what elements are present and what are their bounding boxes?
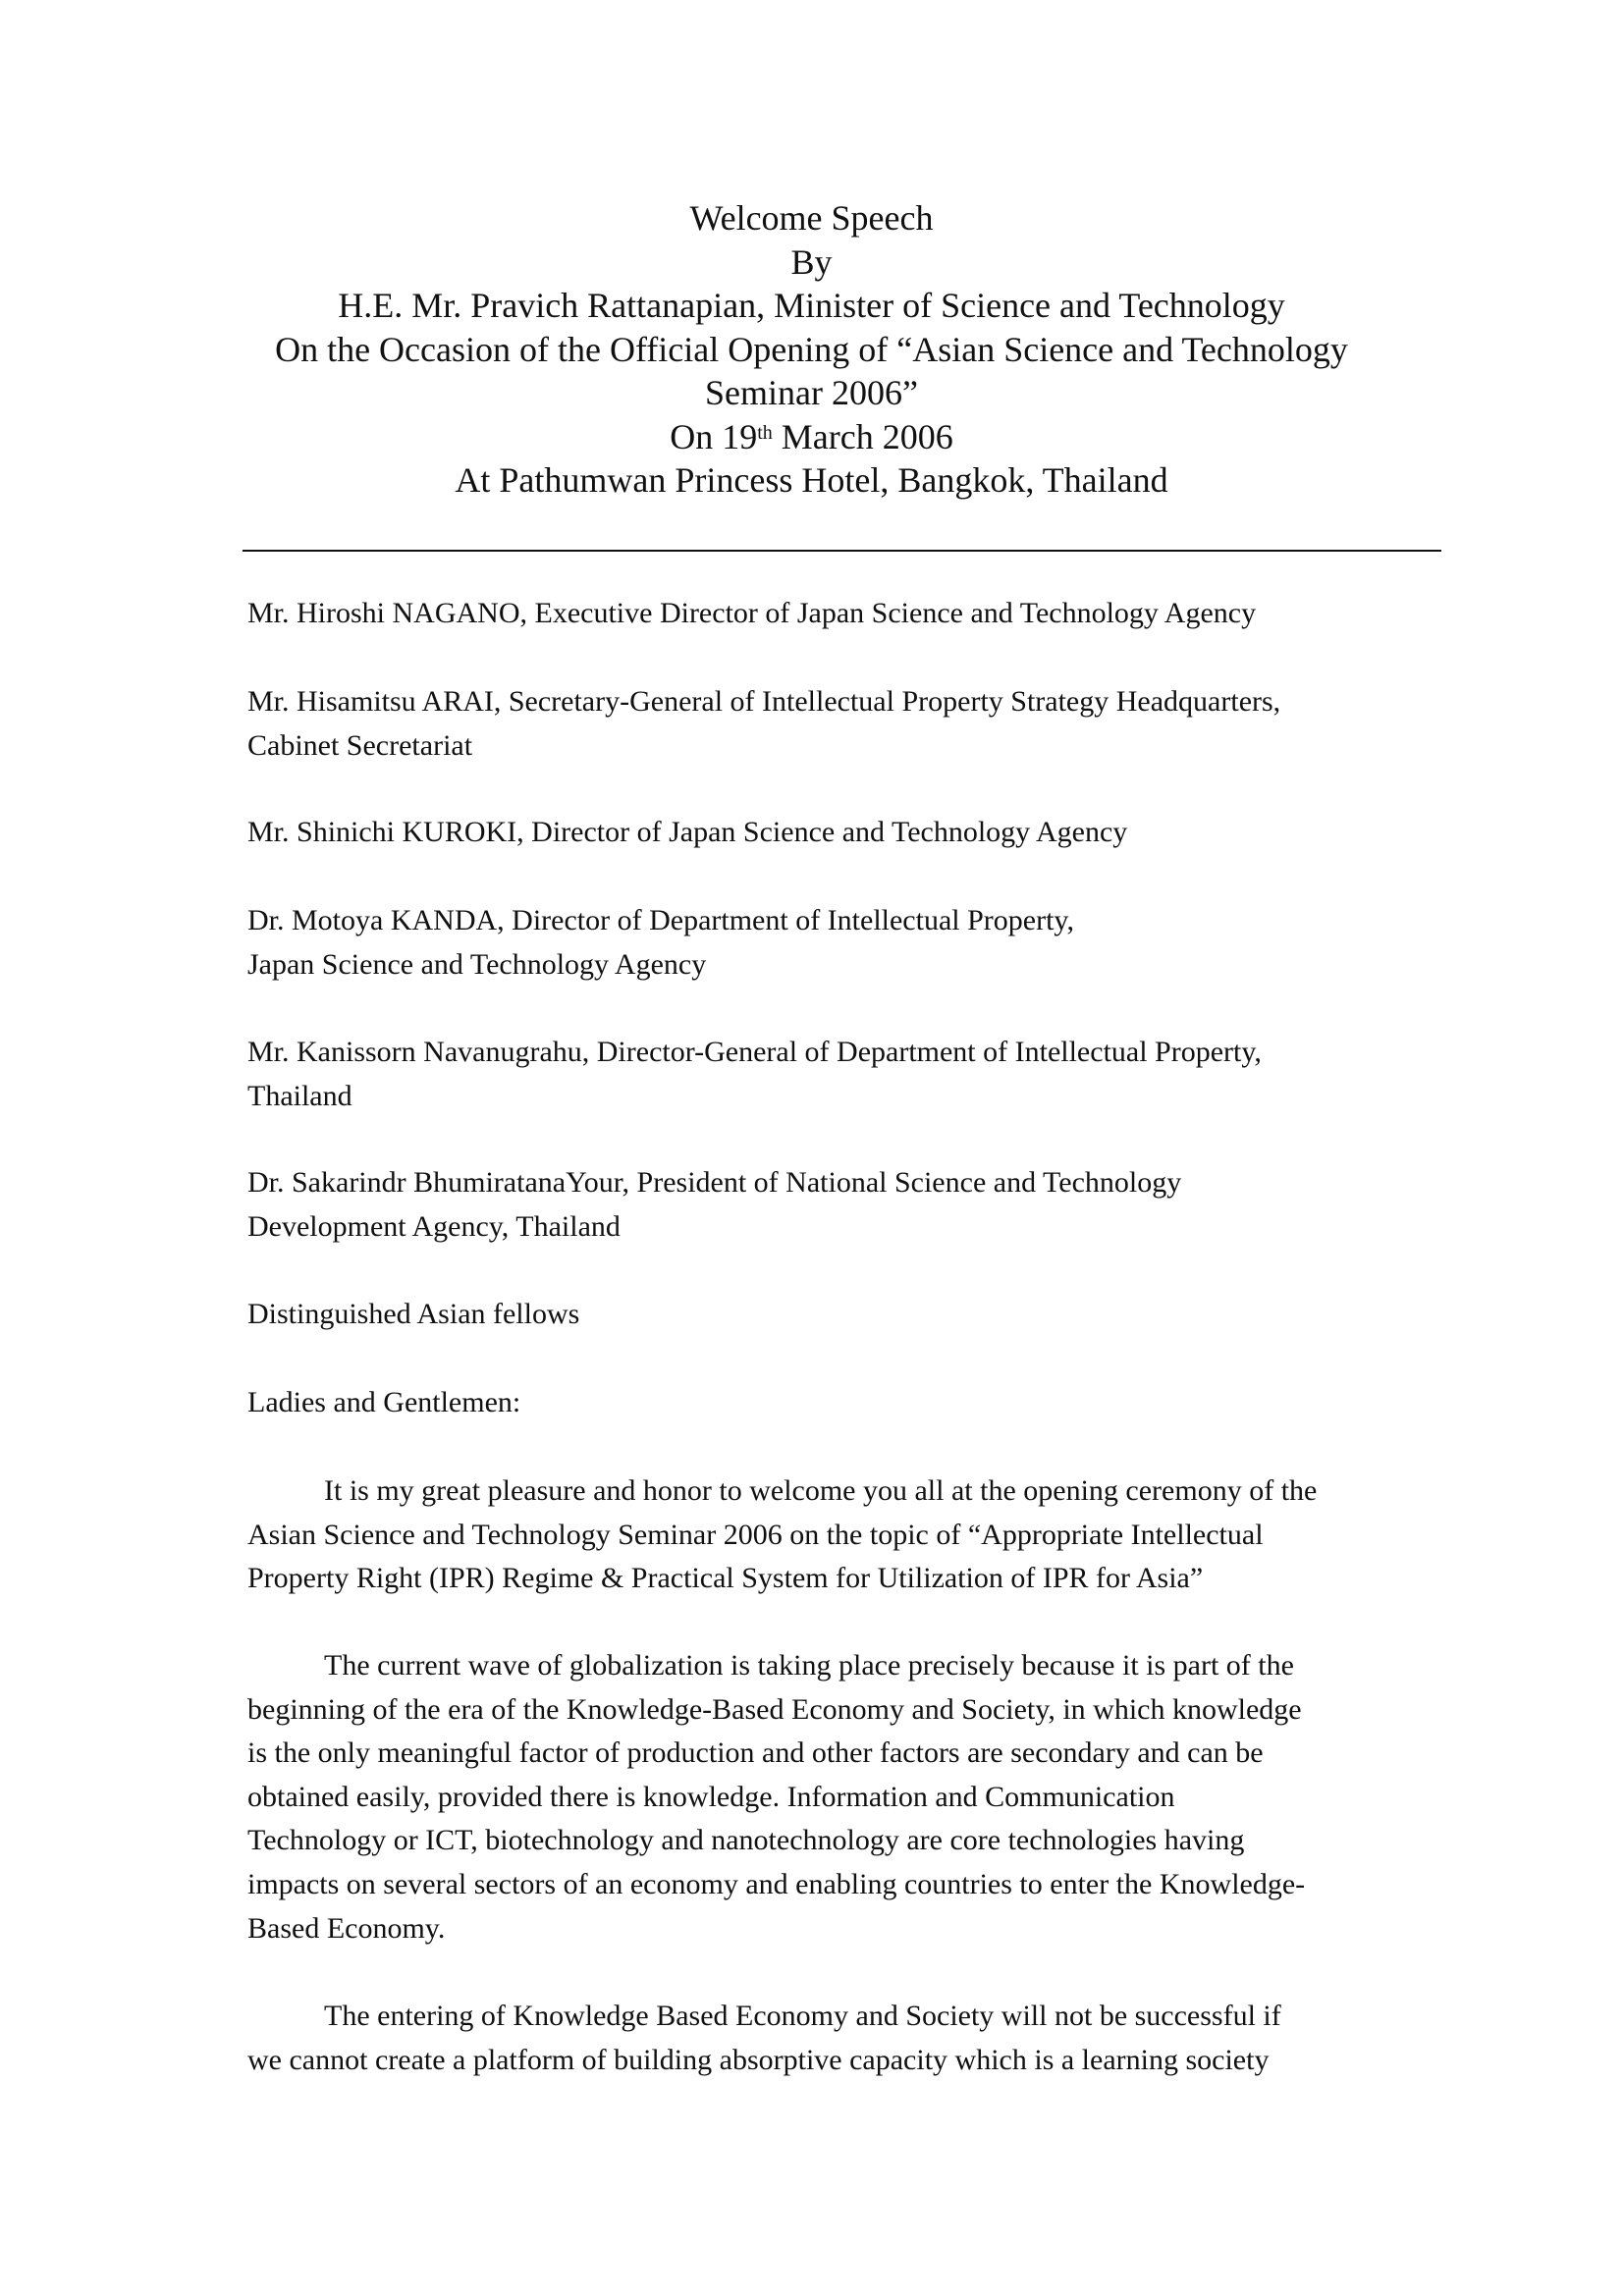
title-line: On the Occasion of the Official Opening of “Asian Science and Technology: [275, 329, 1348, 369]
salutation-line: Thailand: [247, 1079, 352, 1112]
salutation: [247, 811, 1455, 855]
date-suffix: March 2006: [772, 416, 953, 456]
title-date: [0, 415, 1623, 459]
paragraph-line: is the only meaningful factor of production and other factors are secondary and can be: [247, 1736, 1264, 1770]
salutation-line: Mr. Hisamitsu ARAI, Secretary-General of Intellectual Property Strategy Headquarters,: [247, 685, 1281, 718]
salutation-line: Ladies and Gentlemen:: [247, 1386, 521, 1418]
salutation: [247, 680, 1455, 768]
salutation-line: Japan Science and Technology Agency: [247, 947, 707, 981]
salutation-line: Mr. Hiroshi NAGANO, Executive Director of Japan Science and Technology Agency: [247, 597, 1257, 629]
title-line: At Pathumwan Princess Hotel, Bangkok, Thailand: [455, 460, 1168, 500]
salutation: [247, 1031, 1455, 1118]
salutation-line: Dr. Sakarindr BhumiratanaYour, President of National Science and Technology: [247, 1166, 1182, 1199]
paragraph-line: The entering of Knowledge Based Economy and Society will not be successful if: [324, 2000, 1281, 2032]
paragraph-line: The current wave of globalization is taking place precisely because it is part of the: [324, 1649, 1294, 1682]
paragraph-line: Based Economy.: [247, 1911, 446, 1945]
date-superscript: th: [757, 421, 773, 444]
salutation-line: Mr. Shinichi KUROKI, Director of Japan Science and Technology Agency: [247, 816, 1128, 848]
salutation-line: Development Agency, Thailand: [247, 1209, 621, 1243]
paragraph: [247, 1995, 1455, 2082]
paragraph: [247, 1469, 1455, 1601]
paragraph-line: Technology or ICT, biotechnology and nanotechnology are core technologies having: [247, 1824, 1245, 1857]
title-line: Seminar 2006”: [705, 373, 918, 412]
paragraph-line: Asian Science and Technology Seminar 2006 on the topic of “Appropriate Intellectual: [247, 1518, 1264, 1551]
salutation: [247, 1381, 1455, 1425]
horizontal-rule: [243, 550, 1441, 552]
paragraph-line: we cannot create a platform of building absorptive capacity which is a learning society: [247, 2043, 1270, 2076]
paragraph: [247, 1644, 1455, 1950]
title-line: H.E. Mr. Pravich Rattanapian, Minister of Science and Technology: [338, 286, 1285, 325]
salutation-line: Distinguished Asian fellows: [247, 1298, 580, 1330]
salutation: [247, 899, 1455, 987]
date-prefix: On 19: [670, 416, 758, 456]
paragraph-line: impacts on several sectors of an economy and enabling countries to enter the Knowledge-: [247, 1867, 1306, 1900]
paragraph-line: Property Right (IPR) Regime & Practical System for Utilization of IPR for Asia”: [247, 1562, 1204, 1595]
paragraph-line: beginning of the era of the Knowledge-Based Economy and Society, in which knowledge: [247, 1692, 1302, 1726]
paragraph-line: It is my great pleasure and honor to welcome you all at the opening ceremony of the: [324, 1474, 1318, 1507]
salutation-line: Dr. Motoya KANDA, Director of Department of Intellectual Property,: [247, 904, 1074, 936]
salutation: [247, 1161, 1455, 1249]
salutation-line: Mr. Kanissorn Navanugrahu, Director-General of Department of Intellectual Property,: [247, 1036, 1262, 1068]
title-line: Welcome Speech: [689, 198, 934, 238]
paragraph-line: obtained easily, provided there is knowledge. Information and Communication: [247, 1780, 1175, 1813]
title-line: By: [790, 241, 833, 282]
document-title: [0, 196, 1623, 503]
salutation: [247, 1293, 1455, 1337]
salutation-line: Cabinet Secretariat: [247, 728, 473, 762]
salutation: [247, 592, 1455, 636]
